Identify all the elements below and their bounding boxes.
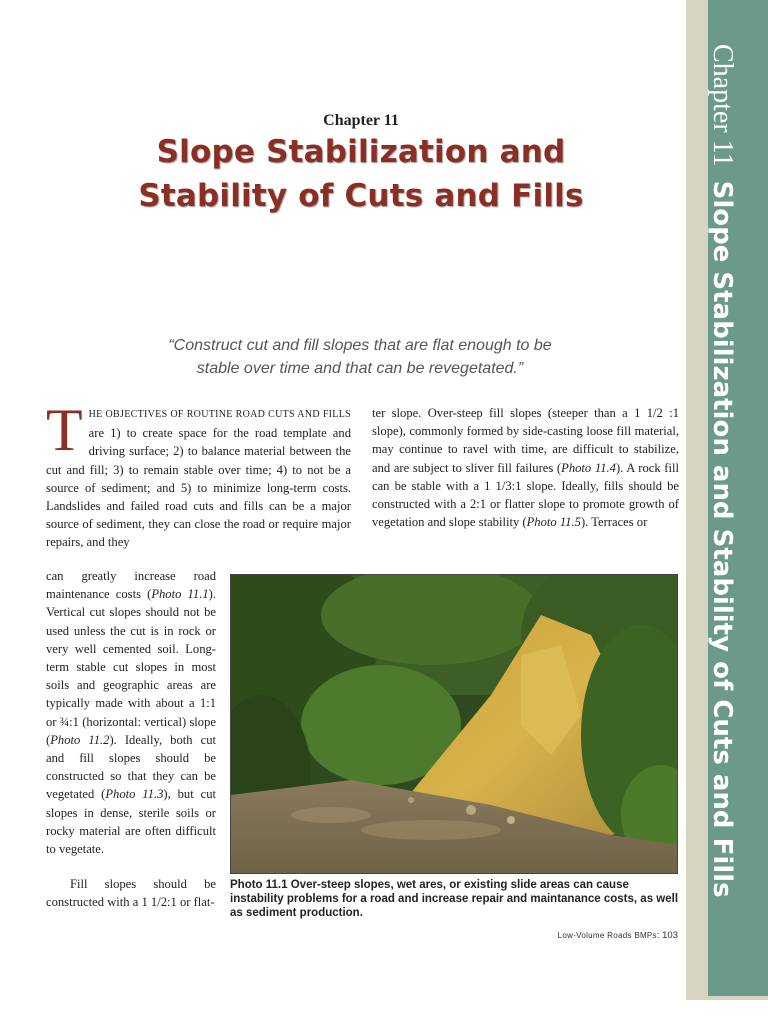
photo-reference: Photo 11.2 — [50, 732, 110, 747]
drop-cap: T — [46, 397, 83, 463]
page-number: 103 — [662, 930, 678, 941]
chapter-label: Chapter 11 — [323, 112, 399, 129]
photo-reference: Photo 11.3 — [105, 787, 164, 802]
caption-label: Photo 11.1 — [230, 879, 288, 891]
lead-smallcaps: HE OBJECTIVES OF ROUTINE ROAD CUTS AND FILLS — [88, 409, 351, 420]
photo-reference: Photo 11.5 — [526, 515, 581, 530]
column-2 — [372, 404, 679, 531]
photo-reference: Photo 11.1 — [151, 587, 209, 602]
quote-line-2: stable over time and that can be revegetated.” — [196, 360, 524, 377]
column-1-intro — [46, 397, 351, 552]
epigraph-quote — [120, 334, 600, 380]
column-1-fill-slopes — [46, 875, 216, 911]
text-run: ). Terraces or — [580, 515, 648, 530]
text-run: ). Vertical cut slopes should not be used unless the cut is in rock or very well cemented soil. Long-term stable cut slopes in most soils and geographic areas are typically made with about a 1:1 or ¾:1 (horizontal: vertical) slope ( — [46, 587, 216, 747]
page-footer: Low-Volume Roads BMPs: 103 — [557, 930, 678, 941]
text-run: ), but cut slopes in dense, sterile soils or rocky material are often difficult to vegetate. — [46, 787, 216, 857]
landslide-road-image — [231, 575, 678, 874]
running-title: Low-Volume Roads BMPs — [557, 931, 657, 940]
text-run: can greatly increase road maintenance costs ( — [46, 569, 216, 602]
quote-line-1: “Construct cut and fill slopes that are flat enough to be — [168, 337, 552, 354]
title-line-1: Slope Stabilization and — [156, 134, 566, 170]
text-run: Fill slopes should be constructed with a 1 1/2:1 or flat- — [46, 877, 216, 910]
slope-photo — [230, 574, 678, 874]
side-band-title: Slope Stabilization and Stability of Cuts and Fills — [707, 180, 737, 898]
chapter-title — [0, 130, 722, 218]
column-1-narrow — [46, 567, 216, 858]
text-run: ). A rock fill can be stable with a 1 1/3:1 slope. Ideally, fills should be constructed with a 2:1 or flatter slope to promote growth of vegetation and slope stability ( — [372, 460, 679, 530]
text-run: ). Ideally, both cut and fill slopes should be constructed so that they can be vegetated ( — [46, 732, 216, 802]
title-line-2: Stability of Cuts and Fills — [138, 178, 584, 214]
caption-text: Over-steep slopes, wet ares, or existing slide areas can cause instability problems for a road and increase repair and maintanance costs, as well as sediment production. — [230, 879, 679, 919]
text-run: ter slope. Over-steep fill slopes (steeper than a 1 1/2 :1 slope), commonly formed by side-casting loose fill material, may continue to ravel with time, are difficult to stabilize, and are subject to sliver fill failures ( — [372, 406, 679, 475]
column-1-paragraph: are 1) to create space for the road template and driving surface; 2) to balance material between the cut and fill; 3) to remain stable over time; 4) to not be a source of sediment; and 5) to minimize long-term costs. Landslides and failed road cuts and fills can be a major source of sediment, they can close the road or require major repairs, and they — [46, 426, 351, 550]
photo-reference: Photo 11.4 — [561, 460, 616, 475]
side-band-chapter: Chapter 11 — [707, 44, 738, 167]
photo-caption — [230, 878, 680, 920]
